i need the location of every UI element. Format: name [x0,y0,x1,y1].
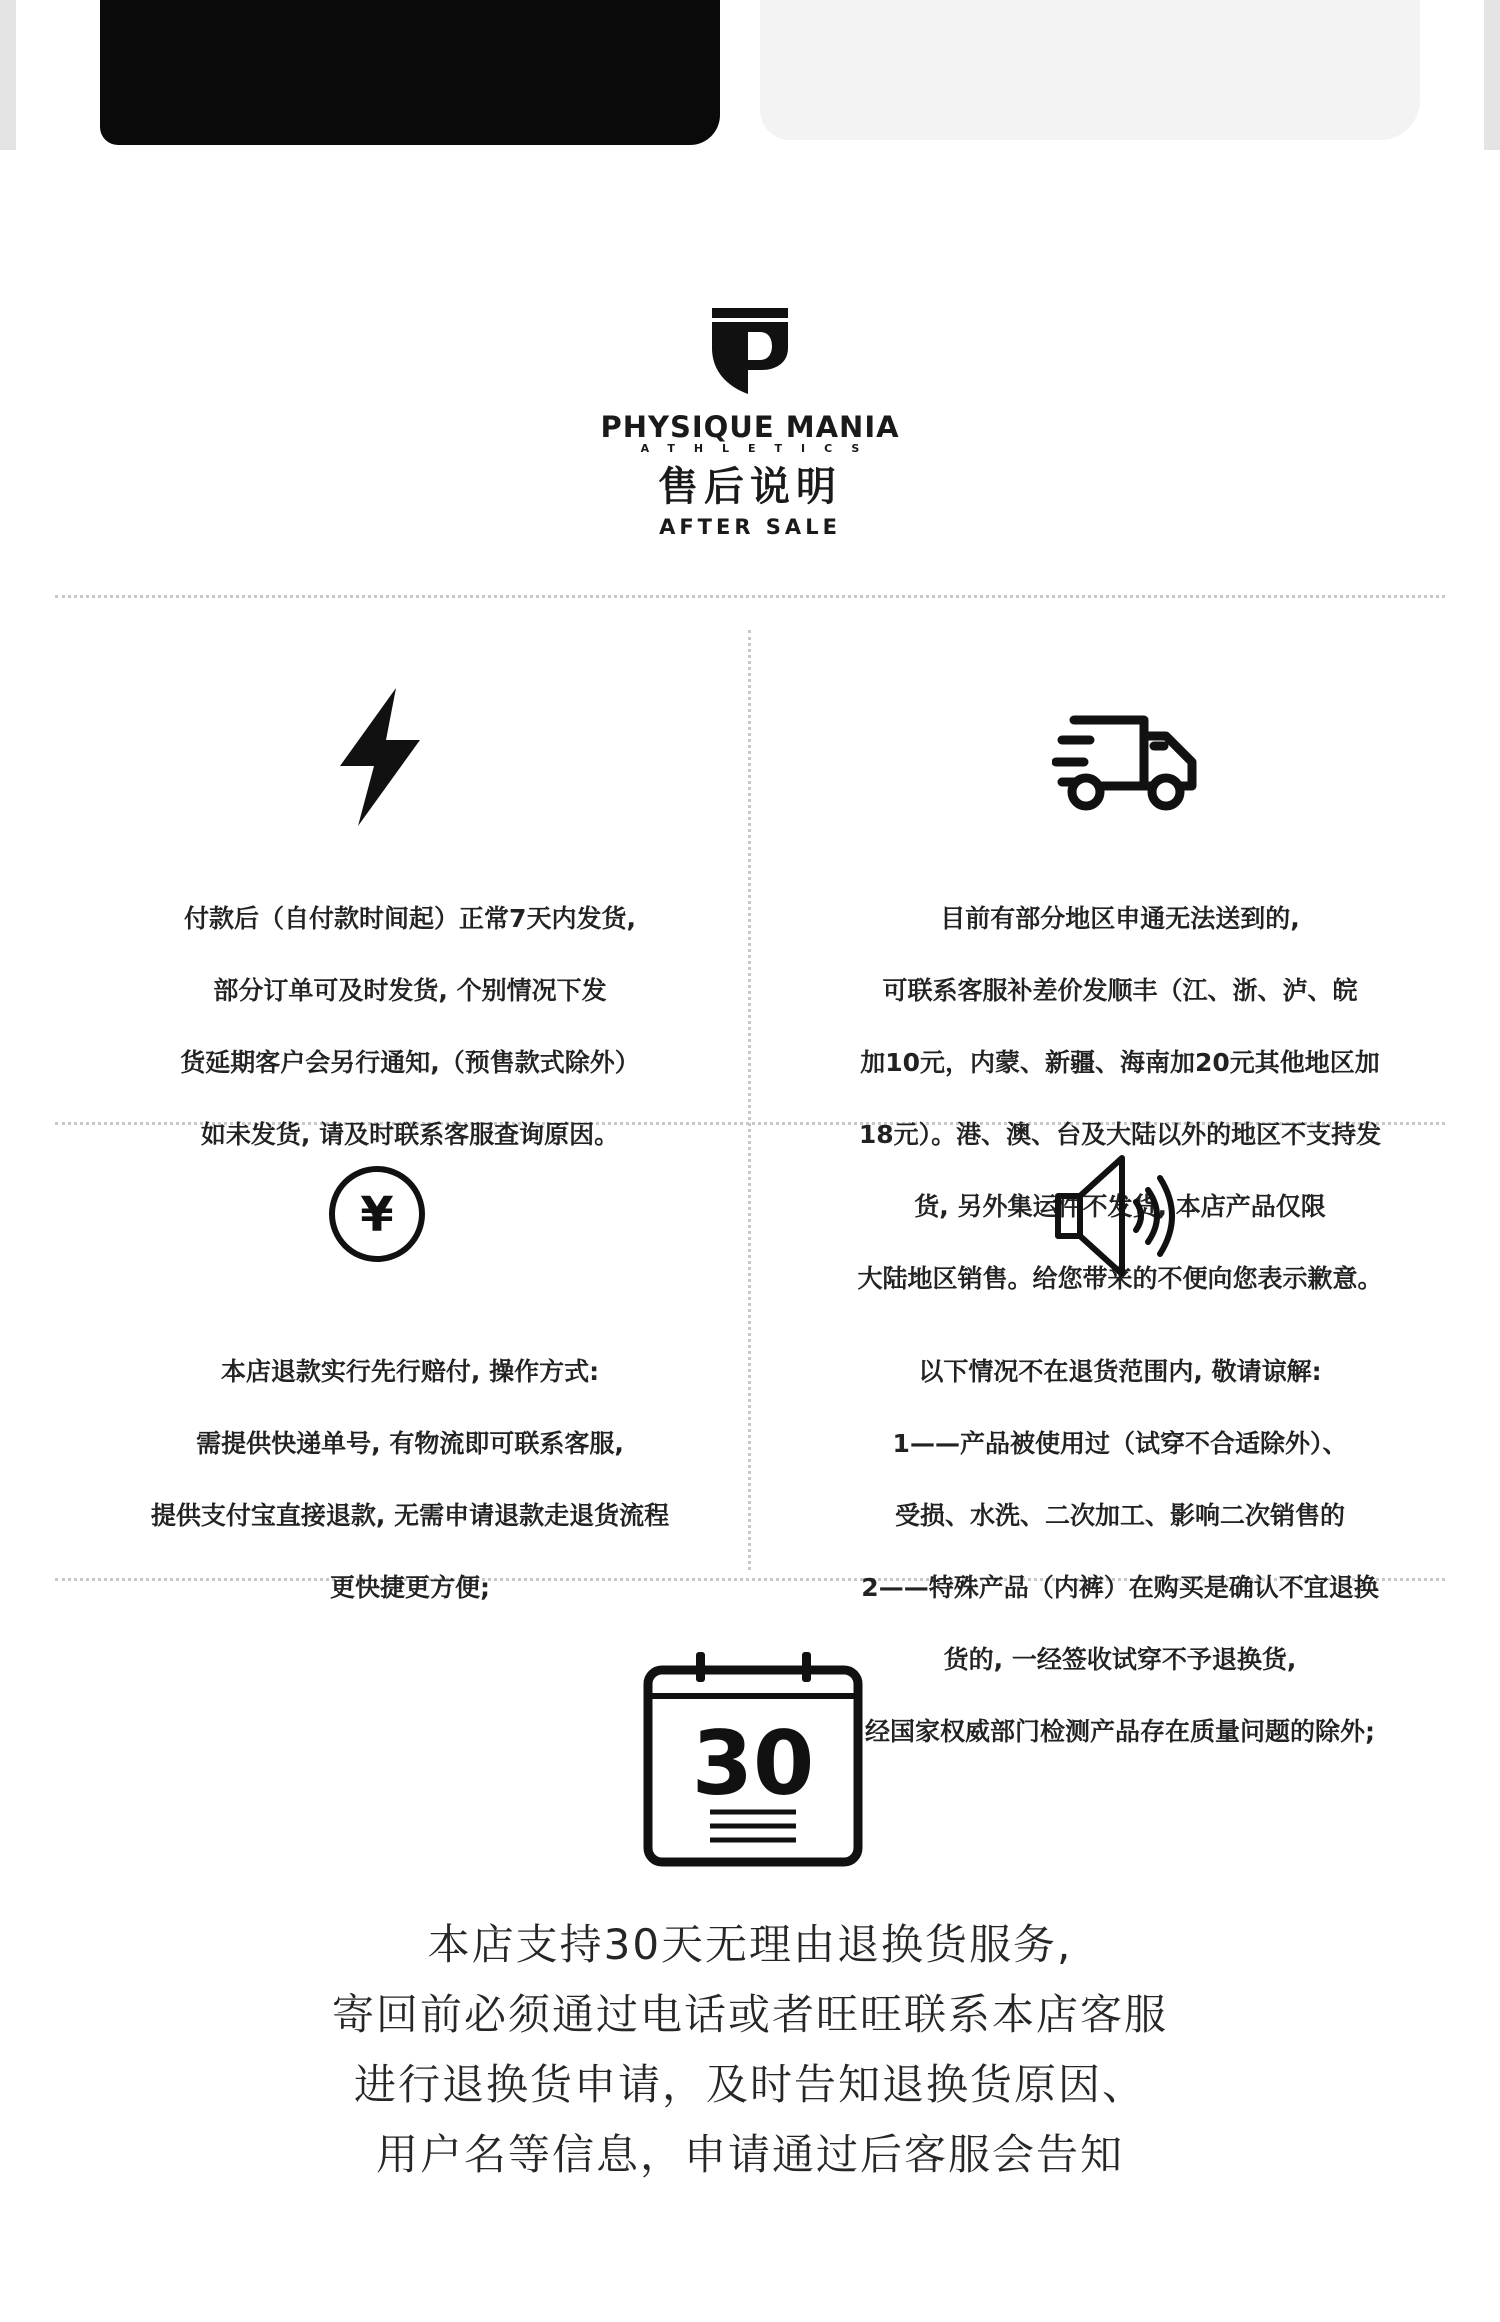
thirty-day-return-policy [0,1910,1500,2190]
shipping-line-1: 付款后（自付款时间起）正常7天内发货, [184,904,636,933]
shipping-time-text [60,865,760,1189]
brand-name: PHYSIQUE MANIA [600,410,900,444]
refund-line-3: 提供支付宝直接退款, 无需申请退款走退货流程 [150,1501,670,1530]
exclusion-line-1: 以下情况不在退货范围内, 敬请谅解: [918,1357,1322,1386]
black-shirt-image [100,0,720,145]
exclusion-line-5: 货的, 一经签收试穿不予退换货, [943,1645,1297,1674]
policy-line-4: 用户名等信息，申请通过后客服会告知 [375,2130,1124,2179]
refund-line-4: 更快捷更方便; [330,1573,490,1602]
refund-line-2: 需提供快递单号, 有物流即可联系客服, [196,1429,624,1458]
exclusion-line-2: 1——产品被使用过（试穿不合适除外）、 [892,1429,1348,1458]
page-title: 售后说明 [658,464,842,510]
brand-subtitle: ATHLETICS [640,442,879,455]
policy-line-1: 本店支持30天无理由退换货服务, [427,1920,1073,1969]
policy-line-2: 寄回前必须通过电话或者旺旺联系本店客服 [331,1990,1168,2039]
calendar-number: 30 [691,1712,815,1815]
photo-frame-right [1484,0,1500,150]
shipping-line-2: 部分订单可及时发货, 个别情况下发 [213,976,607,1005]
product-photo-strip [0,0,1500,150]
speaker-icon [1052,1152,1184,1280]
delivery-line-4: 18元）。港、澳、台及大陆以外的地区不支持发 [858,1120,1382,1149]
shipping-line-4: 如未发货, 请及时联系客服查询原因。 [200,1120,620,1149]
divider-top [55,595,1445,598]
yen-coin-icon [326,1163,428,1265]
policy-line-3: 进行退换货申请，及时告知退换货原因、 [353,2060,1146,2109]
exclusion-line-6: 经国家权威部门检测产品存在质量问题的除外; [865,1717,1375,1746]
calendar-30-icon [642,1648,864,1870]
delivery-line-1: 目前有部分地区申通无法送到的, [940,904,1300,933]
photo-frame-left [0,0,16,150]
exclusion-line-4: 2——特殊产品（内裤）在购买是确认不宜退换 [861,1573,1379,1602]
svg-text:¥: ¥ [360,1187,394,1243]
white-shirt-image [760,0,1420,140]
refund-policy-text [60,1318,760,1642]
delivery-line-6: 大陆地区销售。给您带来的不便向您表示歉意。 [857,1264,1383,1293]
brand-logo-icon [712,308,788,394]
delivery-line-2: 可联系客服补差价发顺丰（江、浙、泸、皖 [882,976,1358,1005]
lightning-icon [336,688,424,826]
refund-line-1: 本店退款实行先行赔付, 操作方式: [220,1357,600,1386]
exclusion-line-3: 受损、水洗、二次加工、影响二次销售的 [894,1501,1345,1530]
delivery-line-5: 货, 另外集运件不发货, 本店产品仅限 [914,1192,1326,1221]
return-exclusions-text [775,1318,1465,1786]
page-subtitle: AFTER SALE [659,515,841,539]
delivery-line-3: 加10元，内蒙、新疆、海南加20元其他地区加 [860,1048,1380,1077]
shipping-line-3: 货延期客户会另行通知,（预售款式除外） [180,1048,640,1077]
delivery-truck-icon [1052,706,1200,816]
